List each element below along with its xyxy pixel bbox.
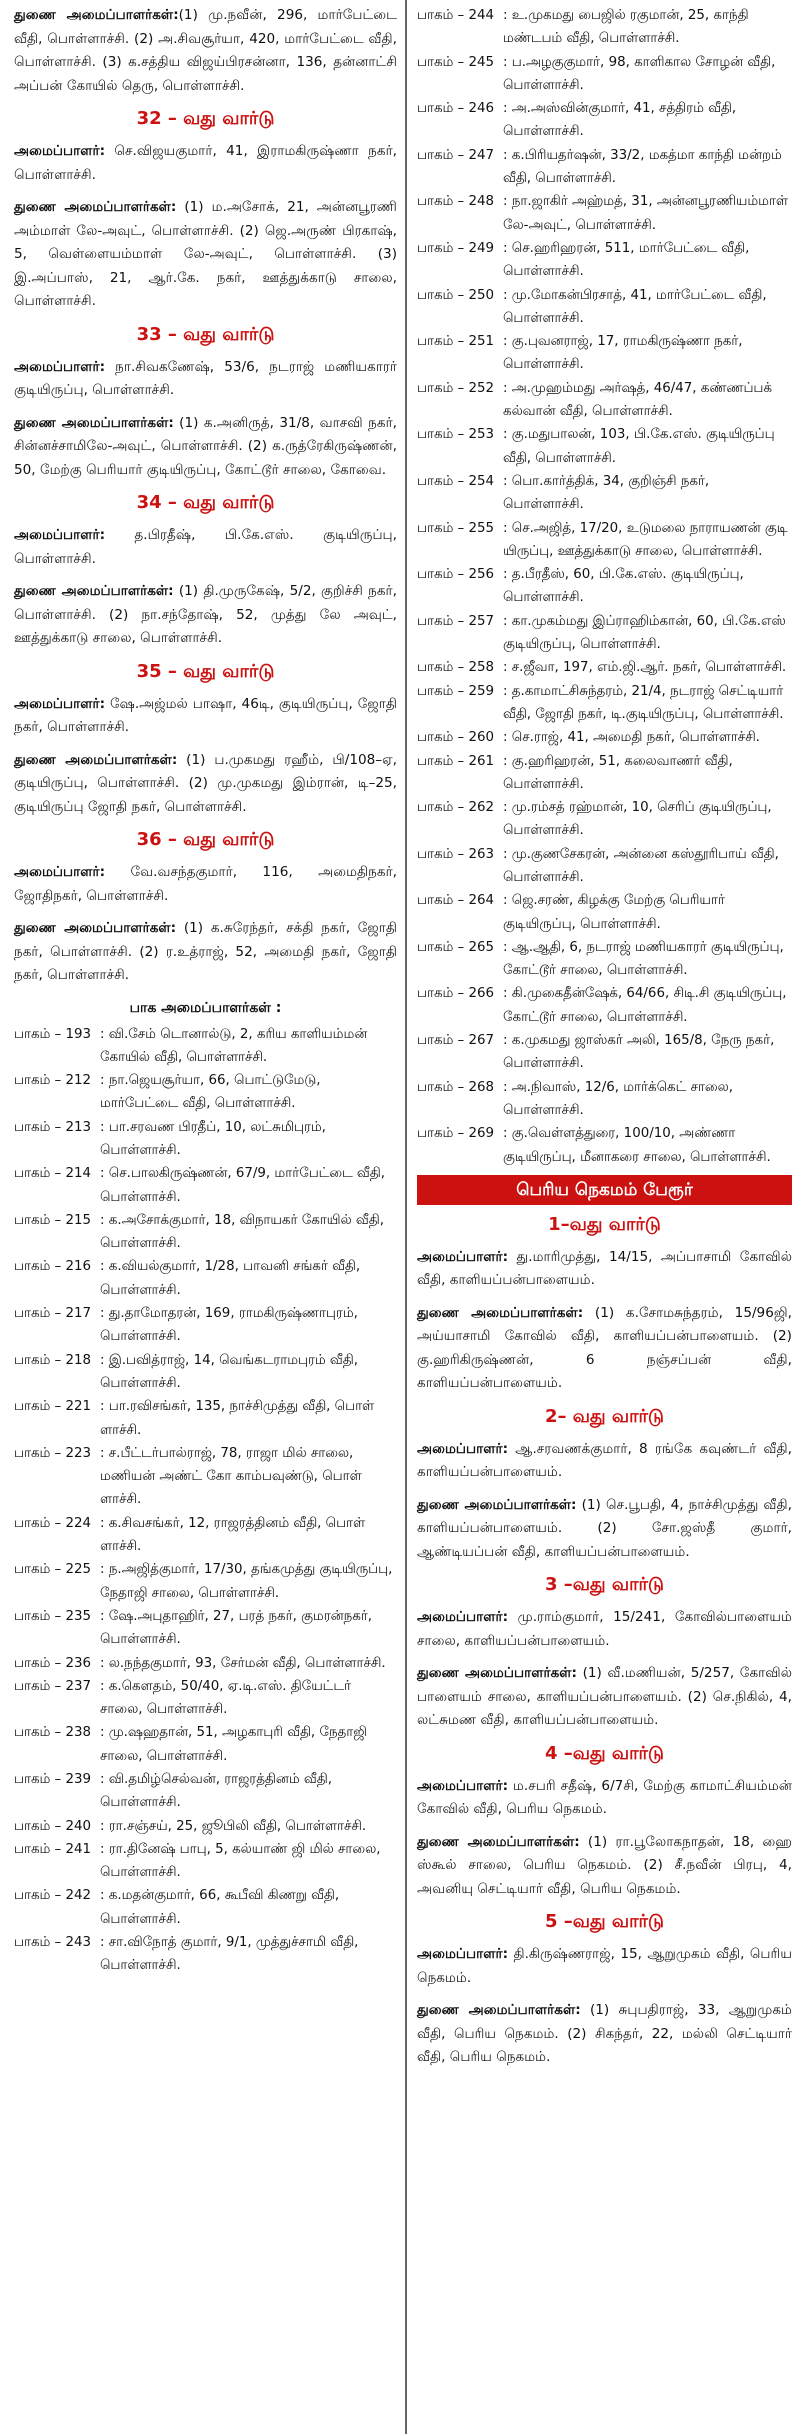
booth-organizer: : பா.ரவிசங்கர், 135, நாச்சிமுத்து வீதி, பொள் ளாச்சி. — [100, 1399, 375, 1438]
booth-row — [417, 237, 792, 284]
booth-row — [417, 936, 792, 983]
ward-4-block — [417, 1742, 792, 1902]
booth-row — [417, 680, 792, 727]
booth-row — [417, 726, 792, 749]
booth-row — [14, 1162, 397, 1209]
booth-row — [417, 97, 792, 144]
booth-number: பாகம் – 251 — [417, 334, 495, 350]
booth-row — [417, 470, 792, 517]
ward-heading: 35 – வது வார்டு — [136, 660, 275, 682]
booth-number: பாகம் – 267 — [417, 1033, 495, 1049]
booth-row — [14, 1768, 397, 1815]
booth-number: பாகம் – 238 — [14, 1725, 92, 1741]
booth-organizer: : க.சிவசங்கர், 12, ராஜரத்தினம் வீதி, பொள் ளாச்சி. — [100, 1515, 366, 1555]
ward-organizer: அமைப்பாளர்: மு.ராம்குமார், 15/241, கோவில்பாளையம் சாலை, காளியப்பன்பாளையம். — [417, 1609, 792, 1649]
booth-number: பாகம் – 243 — [14, 1935, 92, 1951]
booth-number: பாகம் – 265 — [417, 939, 495, 955]
left-booth-list — [14, 1023, 397, 1978]
booth-organizer: : க.அசோக்குமார், 18, விநாயகர் கோயில் வீதி, பொள்ளாச்சி. — [100, 1212, 384, 1252]
booth-number: பாகம் – 256 — [417, 567, 495, 583]
booth-number: பாகம் – 235 — [14, 1608, 92, 1624]
ward-deputies: துணை அமைப்பாளர்கள்: (1) ப.முகமது ரஹீம், பி/108–ஏ, குடியிருப்பு, பொள்ளாச்சி. (2) மு.முகமது இம்ரான், டி–25, குடியிருப்பு ஜோதி நகர், பொள்ளாச்சி. — [14, 751, 397, 815]
booth-row — [417, 1122, 792, 1169]
booth-row — [14, 1069, 397, 1116]
booth-number: பாகம் – 224 — [14, 1515, 92, 1531]
ward-deputies: துணை அமைப்பாளர்கள்: (1) ம.அசோக், 21, அன்னபூரணி அம்மாள் லே-அவுட், பொள்ளாச்சி. (2) ஜெ.அருண் பிரகாஷ், 5, வெள்ளையம்மாள் லே-அவுட், பொள்ளாச்சி. (3) இ.அப்பாஸ், 21, ஆர்.கே. நகர், ஊத்துக்காடு சாலை, பொள்ளாச்சி. — [14, 199, 398, 309]
booth-row — [417, 517, 792, 564]
ward-heading: 2– வது வார்டு — [545, 1405, 664, 1427]
booth-row — [14, 1302, 397, 1349]
booth-organizer: : ரா.தினேஷ் பாபு, 5, கல்யாண் ஜி மில் சாலை, பொள்ளாச்சி. — [100, 1841, 381, 1881]
booth-number: பாகம் – 250 — [417, 287, 495, 303]
booth-row — [417, 889, 792, 936]
booth-row — [417, 610, 792, 657]
booth-organizer: : ஷே.அபுதாஹிர், 27, பரத் நகர், குமரன்நகர், பொள்ளாச்சி. — [100, 1608, 373, 1648]
booth-row — [14, 1815, 397, 1838]
booth-row — [417, 563, 792, 610]
booth-row — [14, 1442, 397, 1512]
ward-33-block — [14, 323, 397, 483]
booth-organizer: : அ.முஹம்மது அர்ஷத், 46/47, கண்ணப்பக் கல்வான் வீதி, பொள்ளாச்சி. — [503, 380, 772, 420]
ward-3-block — [417, 1573, 792, 1733]
booth-organizer: : த.காமாட்சிசுந்தரம், 21/4, நடராஜ் செட்டியார் வீதி, ஜோதி நகர், டி.குடியிருப்பு, பொள்ளாச்சி. — [503, 683, 784, 722]
booth-number: பாகம் – 257 — [417, 613, 495, 629]
booth-organizer: : செ.ஹரிஹரன், 511, மார்பேட்டை வீதி, பொள்ளாச்சி. — [503, 240, 750, 280]
booth-number: பாகம் – 252 — [417, 380, 495, 396]
booth-number: பாகம் – 247 — [417, 147, 495, 163]
booth-number: பாகம் – 260 — [417, 730, 495, 746]
booth-row — [14, 1652, 397, 1675]
ward-32-block — [14, 107, 397, 314]
booth-row — [417, 1076, 792, 1123]
booth-organizer: : பொ.கார்த்திக், 34, குறிஞ்சி நகர், பொள்ளாச்சி. — [503, 473, 710, 513]
booth-organizer: : கு.வெள்ளத்துரை, 100/10, அண்ணா குடியிருப்பு, மீனாகரை சாலை, பொள்ளாச்சி. — [503, 1126, 771, 1165]
booth-organizer: : சா.விநோத் குமார், 9/1, முத்துச்சாமி வீதி, பொள்ளாச்சி. — [100, 1935, 359, 1974]
booth-organizer: : க.முகமது ஜாஸ்கர் அலி, 165/8, நேரு நகர், பொள்ளாச்சி. — [503, 1033, 775, 1072]
ward-1-block — [417, 1213, 792, 1396]
booth-row — [417, 843, 792, 890]
booth-number: பாகம் – 216 — [14, 1259, 92, 1275]
booth-organizer: : க.மதன்குமார், 66, கூபீவி கிணறு வீதி, பொள்ளாச்சி. — [100, 1888, 340, 1927]
town-banner: பெரிய நெகமம் பேரூர் — [417, 1175, 792, 1205]
ward-heading: 33 – வது வார்டு — [136, 323, 275, 345]
booth-row — [14, 1884, 397, 1931]
booth-organizer: : மு.மோகன்பிரசாத், 41, மார்பேட்டை வீதி, பொள்ளாச்சி. — [503, 287, 767, 326]
booth-row — [14, 1023, 397, 1070]
booth-organizer: : ச.பீட்டர்பால்ராஜ், 78, ராஜா மில் சாலை, மணியன் அண்ட் கோ காம்பவுண்டு, பொள் ளாச்சி. — [100, 1445, 362, 1508]
booth-number: பாகம் – 261 — [417, 753, 495, 769]
booth-row — [14, 1395, 397, 1442]
ward-organizer: அமைப்பாளர்: செ.விஜயகுமார், 41, இராமகிருஷ்ணா நகர், பொள்ளாச்சி. — [14, 143, 397, 183]
ward-organizer: அமைப்பாளர்: து.மாரிமுத்து, 14/15, அப்பாசாமி கோவில் வீதி, காளியப்பன்பாளையம். — [417, 1248, 792, 1289]
ward-heading: 3 –வது வார்டு — [545, 1574, 664, 1596]
booth-row — [417, 377, 792, 424]
right-column — [407, 0, 800, 2434]
ward-organizer: அமைப்பாளர்: ஆ.சரவணக்குமார், 8 ரங்கே கவுண்டர் வீதி, காளியப்பன்பாளையம். — [417, 1440, 792, 1481]
booth-row — [14, 1721, 397, 1768]
booth-number: பாகம் – 246 — [417, 101, 495, 117]
booth-row — [417, 51, 792, 98]
booth-organizer: : மு.ரம்சத் ரஹ்மான், 10, செரிப் குடியிருப்பு, பொள்ளாச்சி. — [503, 800, 772, 839]
booth-row — [14, 1349, 397, 1396]
booth-organizer: : நா.ஜெயசூர்யா, 66, பொட்டுமேடு, மார்பேட்டை வீதி, பொள்ளாச்சி. — [100, 1073, 321, 1112]
booth-row — [14, 1838, 397, 1885]
booth-organizer: : கி.முகைதீன்ஷேக், 64/66, சிடி.சி குடியிருப்பு, கோட்டூர் சாலை, பொள்ளாச்சி. — [503, 986, 787, 1025]
booth-organizer: : து.தாமோதரன், 169, ராமகிருஷ்ணாபுரம், பொள்ளாச்சி. — [100, 1306, 358, 1345]
booth-number: பாகம் – 244 — [417, 8, 495, 23]
booth-row — [417, 284, 792, 331]
booth-number: பாகம் – 225 — [14, 1562, 92, 1578]
booth-organizer: : த.பீரதீஸ், 60, பி.கே.எஸ். குடியிருப்பு, பொள்ளாச்சி. — [503, 567, 744, 606]
ward-heading: 32 – வது வார்டு — [136, 108, 275, 129]
booth-number: பாகம் – 236 — [14, 1655, 92, 1671]
booth-organizer: : ஆ.ஆதி, 6, நடராஜ் மணியகாரர் குடியிருப்பு, கோட்டூர் சாலை, பொள்ளாச்சி. — [503, 939, 784, 979]
ward-heading: 36 – வது வார்டு — [136, 829, 275, 850]
continued-deputies: துணை அமைப்பாளர்கள்:(1) மு.நவீன், 296, மார்பேட்டை வீதி, பொள்ளாச்சி. (2) அ.சிவசூர்யா, 420, மார்பேட்டை வீதி, பொள்ளாச்சி. (3) க.சத்திய விஜய்பிரசன்னா, 136, தன்னாட்சி அப்பன் கோயில் தெரு, பொள்ளாச்சி. — [14, 7, 397, 94]
ward-heading: 1–வது வார்டு — [548, 1213, 661, 1235]
booth-organizer: : கு.மதுபாலன், 103, பி.கே.எஸ். குடியிருப்பு வீதி, பொள்ளாச்சி. — [503, 427, 775, 466]
booth-number: பாகம் – 239 — [14, 1772, 92, 1787]
booth-number: பாகம் – 266 — [417, 986, 495, 1002]
booth-number: பாகம் – 237 — [14, 1678, 92, 1694]
ward-organizer: அமைப்பாளர்: வே.வசந்தகுமார், 116, அமைதிநகர், ஜோதிநகர், பொள்ளாச்சி. — [14, 864, 397, 904]
booth-organizer: : பா.சரவண பிரதீப், 10, லட்சுமிபுரம், பொள்ளாச்சி. — [100, 1119, 326, 1158]
booth-number: பாகம் – 215 — [14, 1212, 92, 1228]
ward-deputies: துணை அமைப்பாளர்கள்: (1) ரா.பூலோகநாதன், 18, ஹை ஸ்கூல் சாலை, பெரிய நெகமம். (2) சீ.நவீன் பிரபு, 4, அவனியு செட்டியார் வீதி, பெரிய நெகமம். — [417, 1833, 792, 1897]
booth-row — [417, 330, 792, 377]
booth-number: பாகம் – 264 — [417, 893, 495, 909]
booth-number: பாகம் – 248 — [417, 194, 495, 210]
booth-number: பாகம் – 255 — [417, 520, 495, 536]
booth-number: பாகம் – 221 — [14, 1399, 92, 1415]
booth-number: பாகம் – 242 — [14, 1888, 92, 1904]
booth-row — [417, 1029, 792, 1076]
booth-organizer: : ல.நந்தகுமார், 93, சேர்மன் வீதி, பொள்ளாச்சி. — [100, 1655, 386, 1671]
booth-number: பாகம் – 240 — [14, 1818, 92, 1834]
booth-organizer: : ஜெ.சரண், கிழக்கு மேற்கு பெரியார் குடியிருப்பு, பொள்ளாச்சி. — [503, 893, 725, 932]
ward-organizer: அமைப்பாளர்: ம.சபரி சதீஷ், 6/7சி, மேற்கு காமாட்சியம்மன் கோவில் வீதி, பெரிய நெகமம். — [417, 1777, 792, 1818]
right-booth-list — [417, 4, 792, 1169]
booth-organizer: : கு.ஹரிஹரன், 51, கலைவாணர் வீதி, பொள்ளாச்சி. — [503, 753, 733, 792]
booth-row — [14, 1209, 397, 1256]
booth-row — [417, 4, 792, 51]
booth-row — [417, 144, 792, 191]
booth-organizer: : ப.அழகுகுமார், 98, காளிகால சோழன் வீதி, பொள்ளாச்சி. — [503, 54, 776, 93]
booth-organizer: : வி.சேம் டொனால்டு, 2, கரிய காளியம்மன் கோயில் வீதி, பொள்ளாச்சி. — [100, 1026, 368, 1065]
ward-organizer: அமைப்பாளர்: த.பிரதீஷ், பி.கே.எஸ். குடியிருப்பு, பொள்ளாச்சி. — [14, 527, 397, 567]
ward-organizer: அமைப்பாளர்: தி.கிருஷ்ணராஜ், 15, ஆறுமுகம் வீதி, பெரிய நெகமம். — [417, 1946, 792, 1986]
booth-number: பாகம் – 254 — [417, 473, 495, 489]
booth-row — [417, 423, 792, 470]
booth-number: பாகம் – 245 — [417, 54, 495, 70]
ward-heading: 4 –வது வார்டு — [545, 1742, 664, 1764]
booth-organizer: : கு.புவனராஜ், 17, ராமகிருஷ்ணா நகர், பொள்ளாச்சி. — [503, 334, 743, 373]
ward-heading: 5 –வது வார்டு — [545, 1911, 664, 1933]
booth-row — [14, 1116, 397, 1163]
booth-row — [14, 1931, 397, 1978]
booth-number: பாகம் – 268 — [417, 1079, 495, 1095]
ward-organizer: அமைப்பாளர்: நா.சிவகணேஷ், 53/6, நடராஜ் மணியகாரர் குடியிருப்பு, பொள்ளாச்சி. — [14, 358, 397, 398]
ward-deputies: துணை அமைப்பாளர்கள்: (1) வீ.மணியன், 5/257, கோவில் பாளையம் சாலை, காளியப்பன்பாளையம். (2) செ.நிகில், 4, லட்சுமண வீதி, காளியப்பன்பாளையம். — [417, 1665, 792, 1729]
booth-row — [417, 190, 792, 237]
booth-section-title: பாக அமைப்பாளர்கள் : — [129, 999, 282, 1016]
booth-organizer: : செ.அஜித், 17/20, உடுமலை நாராயணன் குடி யிருப்பு, ஊத்துக்காடு சாலை, பொள்ளாச்சி. — [503, 520, 788, 559]
ward-deputies: துணை அமைப்பாளர்கள்: (1) செ.பூபதி, 4, நாச்சிமுத்து வீதி, காளியப்பன்பாளையம். (2) சோ.ஜஸ்தீ குமார், ஆண்டியப்பன் வீதி, காளியப்பன்பாளையம். — [417, 1496, 792, 1560]
booth-number: பாகம் – 262 — [417, 800, 495, 816]
booth-number: பாகம் – 263 — [417, 846, 495, 862]
booth-organizer: : ரா.சஞ்சய், 25, ஜூபிலி வீதி, பொள்ளாச்சி. — [100, 1818, 367, 1834]
booth-row — [14, 1512, 397, 1559]
booth-row — [14, 1255, 397, 1302]
booth-number: பாகம் – 259 — [417, 683, 495, 699]
booth-organizer: : இ.பவித்ராஜ், 14, வெங்கடராமபுரம் வீதி, பொள்ளாச்சி. — [100, 1352, 358, 1391]
booth-organizer: : கா.முகம்மது இப்ராஹிம்கான், 60, பி.கே.எஸ் குடியிருப்பு, பொள்ளாச்சி. — [503, 613, 786, 653]
booth-number: பாகம் – 214 — [14, 1166, 92, 1182]
ward-deputies: துணை அமைப்பாளர்கள்: (1) க.அனிருத், 31/8, வாசவி நகர், சின்னச்சாமிலே-அவுட், பொள்ளாச்சி. (2) க.ருத்ரேகிருஷ்ணன், 50, மேற்கு பெரியார் குடியிருப்பு, கோட்டூர் சாலை, கோவை. — [14, 414, 397, 478]
booth-row — [417, 750, 792, 797]
booth-organizer: : வி.தமிழ்செல்வன், ராஜரத்தினம் வீதி, பொள்ளாச்சி. — [100, 1772, 332, 1811]
booth-organizer: : மு.ஷஹதான், 51, அழகாபுரி வீதி, நேதாஜி சாலை, பொள்ளாச்சி. — [100, 1725, 367, 1764]
booth-organizer: : நா.ஜாகிர் அஹ்மத், 31, அன்னபூரணியம்மாள் லே-அவுட், பொள்ளாச்சி. — [503, 194, 788, 233]
ward-deputies: துணை அமைப்பாளர்கள்: (1) க.சோமசுந்தரம், 15/96ஜி, அய்யாசாமி கோவில் வீதி, காளியப்பன்பாளையம். (2) கு.ஹரிகிருஷ்ணன், 6 நஞ்சப்பன் வீதி, காளியப்பன்பாளையம். — [417, 1304, 792, 1392]
booth-number: பாகம் – 217 — [14, 1306, 92, 1322]
ward-5-block — [417, 1910, 792, 2070]
booth-number: பாகம் – 212 — [14, 1073, 92, 1089]
booth-organizer: : ச.ஜீவா, 197, எம்.ஜி.ஆர். நகர், பொள்ளாச்சி. — [503, 660, 787, 676]
booth-organizer: : மு.குணசேகரன், அன்னை கஸ்தூரிபாய் வீதி, பொள்ளாச்சி. — [503, 846, 779, 885]
booth-number: பாகம் – 258 — [417, 660, 495, 676]
booth-number: பாகம் – 241 — [14, 1841, 92, 1857]
booth-organizer: : க.பிரியதர்ஷன், 33/2, மகத்மா காந்தி மன்றம் வீதி, பொள்ளாச்சி. — [503, 147, 782, 187]
ward-deputies: துணை அமைப்பாளர்கள்: (1) சுபுபதிராஜ், 33, ஆறுமுகம் வீதி, பெரிய நெகமம். (2) சிகந்தர், 22, மல்லி செட்டியார் வீதி, பெரிய நெகமம். — [417, 2002, 792, 2066]
ward-organizer: அமைப்பாளர்: ஷே.அஜ்மல் பாஷா, 46டி, குடியிருப்பு, ஜோதி நகர், பொள்ளாச்சி. — [14, 695, 397, 735]
booth-number: பாகம் – 253 — [417, 427, 495, 443]
booth-number: பாகம் – 213 — [14, 1119, 92, 1135]
booth-organizer: : க.கௌதம், 50/40, ஏ.டி.எஸ். தியேட்டர் சாலை, பொள்ளாச்சி. — [100, 1678, 351, 1718]
booth-organizer: : அ.அஸ்வின்குமார், 41, சத்திரம் வீதி, பொள்ளாச்சி. — [503, 101, 737, 140]
booth-organizer: : க.வியல்குமார், 1/28, பாவனி சங்கர் வீதி, பொள்ளாச்சி. — [100, 1259, 361, 1298]
ward-deputies: துணை அமைப்பாளர்கள்: (1) க.சுரேந்தர், சக்தி நகர், ஜோதி நகர், பொள்ளாச்சி. (2) ர.உத்ராஜ், 52, அமைதி நகர், ஜோதி நகர், பொள்ளாச்சி. — [14, 920, 397, 983]
booth-number: பாகம் – 223 — [14, 1445, 92, 1461]
booth-organizer: : செ.பாலகிருஷ்ணன், 67/9, மார்பேட்டை வீதி, பொள்ளாச்சி. — [100, 1166, 385, 1205]
booth-row — [14, 1605, 397, 1652]
booth-organizer: : செ.ராஜ், 41, அமைதி நகர், பொள்ளாச்சி. — [503, 730, 760, 746]
booth-row — [14, 1675, 397, 1722]
booth-organizer: : அ.நிவாஸ், 12/6, மார்க்கெட் சாலை, பொள்ளாச்சி. — [503, 1079, 733, 1118]
booth-row — [417, 656, 792, 679]
booth-number: பாகம் – 193 — [14, 1026, 92, 1042]
ward-34-block — [14, 491, 397, 651]
booth-number: பாகம் – 218 — [14, 1352, 92, 1368]
ward-2-block — [417, 1405, 792, 1565]
ward-35-block — [14, 660, 397, 820]
ward-36-block — [14, 828, 397, 988]
booth-row — [14, 1558, 397, 1605]
ward-deputies: துணை அமைப்பாளர்கள்: (1) தி.முருகேஷ், 5/2, குறிச்சி நகர், பொள்ளாச்சி. (2) நா.சந்தோஷ், 52, முத்து லே அவுட், ஊத்துக்காடு சாலை, பொள்ளாச்சி. — [14, 583, 397, 646]
ward-heading: 34 – வது வார்டு — [136, 492, 275, 513]
booth-number: பாகம் – 249 — [417, 240, 495, 256]
booth-organizer: : ந.அஜித்குமார், 17/30, தங்கமுத்து குடியிருப்பு, நேதாஜி சாலை, பொள்ளாச்சி. — [100, 1562, 393, 1601]
booth-organizer: : உ.முகமது பைஜில் ரகுமான், 25, காந்தி மண்டபம் வீதி, பொள்ளாச்சி. — [503, 8, 749, 47]
booth-number: பாகம் – 269 — [417, 1126, 495, 1142]
booth-row — [417, 796, 792, 843]
booth-row — [417, 982, 792, 1029]
